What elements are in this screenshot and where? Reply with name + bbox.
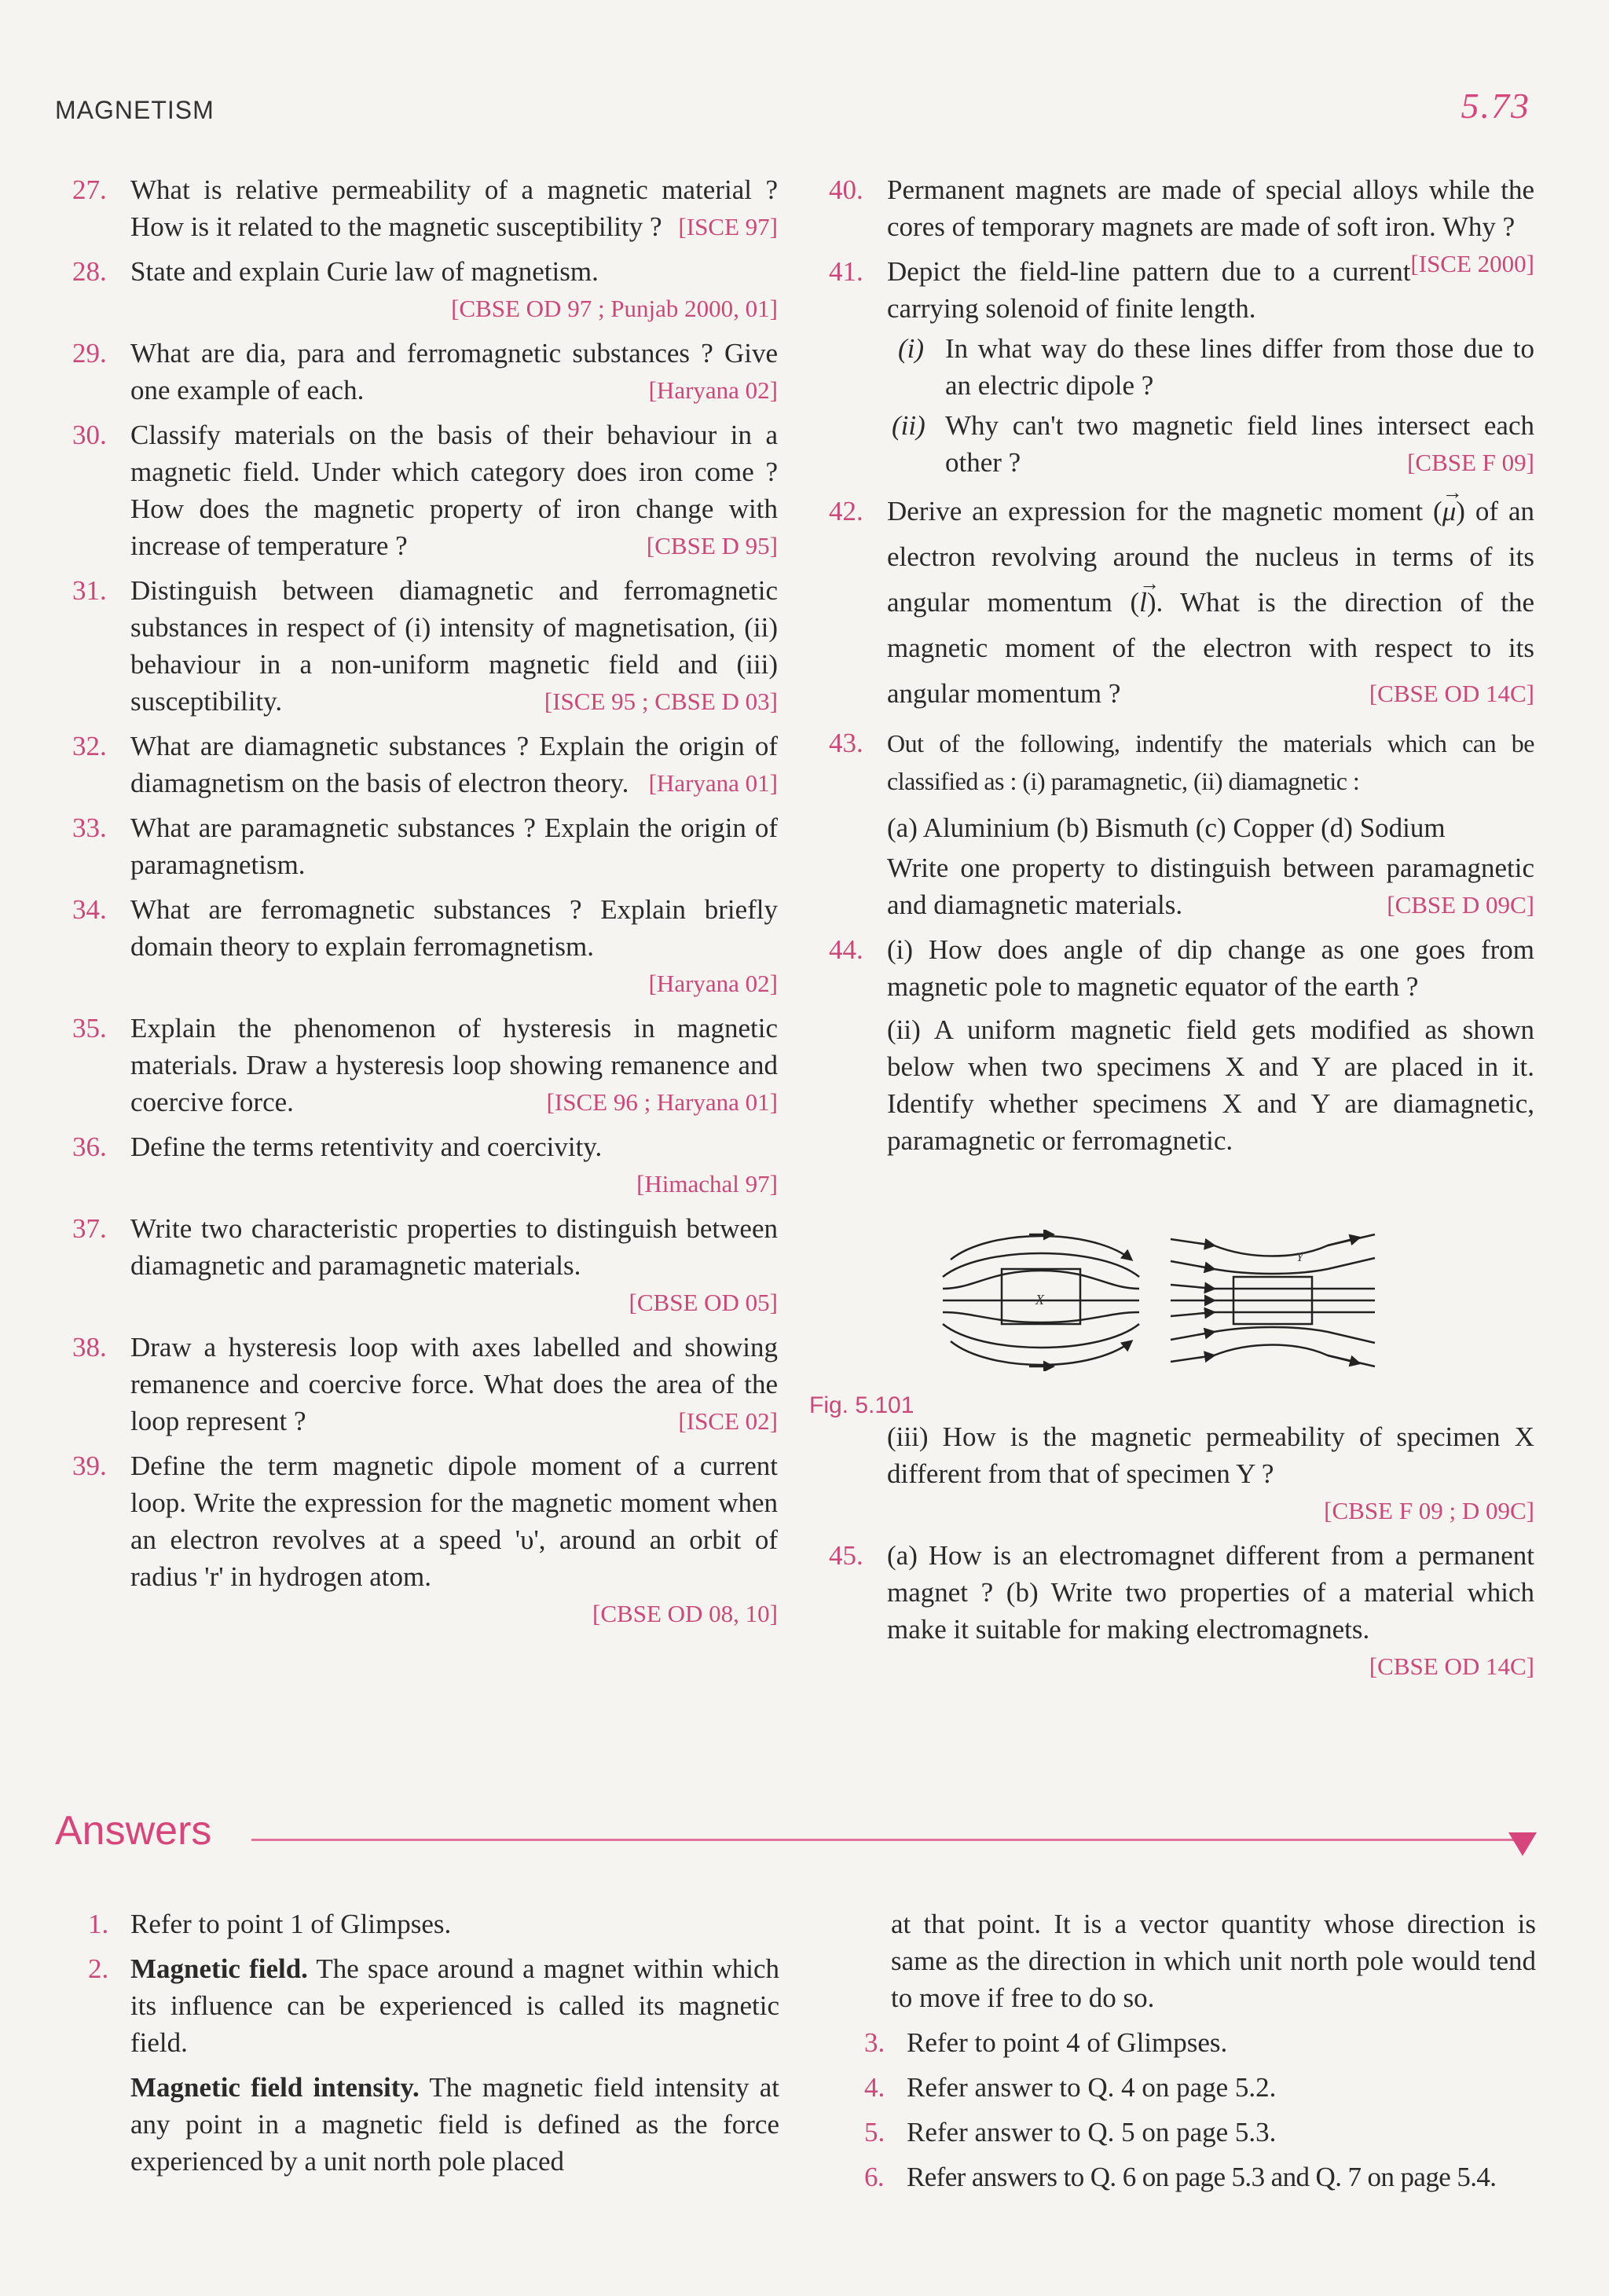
question-source: [CBSE OD 05] [629, 1289, 778, 1316]
question-number: 28. [72, 256, 107, 287]
question-number: 32. [72, 731, 107, 761]
question-source: [CBSE OD 08, 10] [592, 1600, 778, 1627]
answer-number: 1. [88, 1909, 109, 1939]
question-number: 36. [72, 1131, 107, 1162]
question-text: Derive an expression for the magnetic moment ( [887, 496, 1442, 526]
question-39 [72, 1447, 778, 1632]
answer-text: Refer answers to Q. 6 on page 5.3 and Q. 7 on page 5.4. [907, 2162, 1497, 2192]
question-number: 40. [829, 174, 863, 205]
question-source: [Himachal 97] [636, 1170, 778, 1198]
mu-vector: → μ [1442, 489, 1457, 534]
field-lines-figure [935, 1230, 1422, 1371]
question-number: 41. [829, 256, 863, 287]
answers-divider [251, 1839, 1516, 1841]
question-text: What are dia, para and ferromagnetic substances ? Give one example of each. [130, 338, 778, 405]
question-source: [CBSE OD 97 ; Punjab 2000, 01] [451, 295, 778, 322]
figure-caption: Fig. 5.101 [809, 1392, 914, 1418]
question-source: [ISCE 95 ; CBSE D 03] [544, 688, 778, 715]
answer-number: 5. [864, 2117, 885, 2147]
question-text: Draw a hysteresis loop with axes labelled and showing remanence and coercive force. What does the area of the loop represent ? [130, 1332, 778, 1436]
answer-number: 6. [864, 2162, 885, 2192]
question-source: [Haryana 02] [648, 376, 778, 404]
question-text: Permanent magnets are made of special alloys while the cores of temporary magnets are made of soft iron. Why ? [887, 174, 1534, 242]
question-part-iii: (iii) How is the magnetic permeability of specimen X different from that of specimen Y ? [887, 1421, 1534, 1489]
question-text: State and explain Curie law of magnetism. [130, 256, 599, 287]
question-text: ) of an electron revolving around the nucleus in terms of its angular momentum ( [887, 496, 1534, 618]
answer-5 [848, 2114, 1536, 2151]
answer-2 [72, 1950, 779, 2061]
question-text: What are diamagnetic substances ? Explain the origin of diamagnetism on the basis of electron theory. [130, 731, 778, 798]
question-28 [72, 253, 778, 327]
question-number: 29. [72, 338, 107, 369]
specimen-y [1171, 1234, 1375, 1366]
question-number: 31. [72, 575, 107, 606]
question-text: Out of the following, indentify the materials which can be classified as : (i) paramagnetic, (ii) diamagnetic : [887, 729, 1534, 795]
questions-left-column [72, 171, 778, 1640]
question-source: [ISCE 96 ; Haryana 01] [546, 1088, 778, 1116]
question-45 [829, 1537, 1534, 1680]
answer-1 [72, 1905, 779, 1942]
answer-number: 2. [88, 1953, 109, 1984]
answer-text: The magnetic field intensity at any point in a magnetic field is defined as the force experienced by a unit north pole placed [130, 2072, 780, 2177]
question-35 [72, 1010, 778, 1120]
question-38 [72, 1329, 778, 1440]
sub-text: Why can't two magnetic field lines intersect each other ? [945, 410, 1534, 478]
question-text: Define the term magnetic dipole moment of a current loop. Write the expression for the magnetic moment when an electron revolves at a speed 'υ', around an orbit of radius 'r' in hydrogen atom. [130, 1451, 778, 1592]
question-text: Explain the phenomenon of hysteresis in magnetic materials. Draw a hysteresis loop showing remanence and coercive force. [130, 1013, 778, 1117]
question-33 [72, 809, 778, 883]
question-36 [72, 1128, 778, 1202]
question-source: [CBSE F 09] [1407, 449, 1534, 476]
question-source: [CBSE F 09 ; D 09C] [1324, 1497, 1534, 1524]
question-source: [CBSE D 95] [646, 532, 778, 559]
question-number: 39. [72, 1451, 107, 1481]
materials-list: (a) Aluminium (b) Bismuth (c) Copper (d) Sodium [887, 812, 1446, 843]
answer-2-para [72, 2069, 779, 2180]
question-37 [72, 1210, 778, 1321]
sub-text: In what way do these lines differ from those due to an electric dipole ? [945, 333, 1534, 401]
question-text: Distinguish between diamagnetic and ferromagnetic substances in respect of (i) intensity of magnetisation, (ii) behaviour in a non-uniform magnetic field and (iii) susceptibility. [130, 575, 778, 717]
answer-number: 4. [864, 2072, 885, 2103]
sub-number: (ii) [892, 410, 925, 441]
question-text: What are paramagnetic substances ? Explain the origin of paramagnetism. [130, 812, 778, 880]
question-41 [829, 253, 1534, 481]
question-text: Classify materials on the basis of their behaviour in a magnetic field. Under which category does iron come ? How does the magnetic property of iron change with increase of temperature ? [130, 420, 778, 561]
sub-number: (i) [898, 333, 925, 364]
term-magnetic-field: Magnetic field. [130, 1953, 308, 1984]
sub-question-ii [829, 407, 1534, 481]
answer-text: The space around a magnet within which its influence can be experienced is called its magnetic field. [130, 1953, 779, 2058]
question-source: [ISCE 02] [678, 1407, 778, 1435]
l-vector: → l [1139, 580, 1147, 625]
question-text: What are ferromagnetic substances ? Explain briefly domain theory to explain ferromagnetism. [130, 894, 778, 962]
question-text: What is relative permeability of a magnetic material ? How is it related to the magnetic susceptibility ? [130, 174, 778, 242]
answer-2-continued: at that point. It is a vector quantity whose direction is same as the direction in which unit north pole would tend to move if free to do so. [891, 1909, 1536, 2013]
answer-6 [848, 2158, 1536, 2195]
question-29 [72, 335, 778, 409]
answer-text: Refer answer to Q. 4 on page 5.2. [907, 2072, 1277, 2103]
question-source: [Haryana 01] [648, 769, 778, 797]
answer-3 [848, 2024, 1536, 2061]
question-42 [829, 489, 1534, 717]
specimen-x-label: X [1035, 1292, 1044, 1308]
question-source: [CBSE OD 14C] [1369, 680, 1534, 707]
term-magnetic-field-intensity: Magnetic field intensity. [130, 2072, 420, 2103]
answer-text: Refer to point 4 of Glimpses. [907, 2027, 1228, 2058]
question-number: 33. [72, 812, 107, 843]
question-number: 30. [72, 420, 107, 450]
question-part-i: (i) How does angle of dip change as one goes from magnetic pole to magnetic equator of the earth ? [887, 934, 1534, 1002]
question-30 [72, 416, 778, 564]
question-number: 35. [72, 1013, 107, 1043]
question-part-ii: (ii) A uniform magnetic field gets modified as shown below when two specimens X and Y are placed in it. Identify whether specimens X and Y are diamagnetic, paramagnetic or ferromagnetic. [887, 1014, 1534, 1156]
question-source: [Haryana 02] [648, 970, 778, 997]
question-text: Write one property to distinguish between paramagnetic and diamagnetic materials. [887, 853, 1534, 920]
question-34 [72, 891, 778, 1002]
question-number: 27. [72, 174, 107, 205]
question-31 [72, 572, 778, 720]
question-number: 42. [829, 496, 863, 526]
answers-heading: Answers [55, 1808, 212, 1854]
answers-right-column [848, 1905, 1536, 2203]
answer-text: Refer to point 1 of Glimpses. [130, 1909, 452, 1939]
answer-text: Refer answer to Q. 5 on page 5.3. [907, 2117, 1277, 2147]
answers-left-column [72, 1905, 779, 2188]
question-43 [829, 724, 1534, 923]
question-number: 44. [829, 934, 863, 965]
sub-question-i [829, 330, 1534, 404]
question-source: [CBSE OD 14C] [1369, 1652, 1534, 1680]
question-text: Define the terms retentivity and coercivity. [130, 1131, 603, 1162]
answer-4 [848, 2069, 1536, 2106]
questions-right-column [829, 171, 1534, 1685]
answers-divider-arrow [1508, 1832, 1537, 1856]
question-text: Depict the field-line pattern due to a current carrying solenoid of finite length. [887, 256, 1411, 324]
question-number: 37. [72, 1213, 107, 1244]
question-text: Write two characteristic properties to distinguish between diamagnetic and paramagnetic materials. [130, 1213, 778, 1281]
question-number: 38. [72, 1332, 107, 1363]
chapter-header: MAGNETISM [55, 96, 214, 124]
specimen-y-label: Y [1296, 1251, 1303, 1264]
question-32 [72, 728, 778, 801]
question-27 [72, 171, 778, 245]
question-number: 45. [829, 1540, 863, 1571]
page-number: 5.73 [1461, 86, 1530, 126]
question-source: [CBSE D 09C] [1387, 891, 1534, 919]
question-source: [ISCE 2000] [1410, 250, 1534, 277]
question-source: [ISCE 97] [678, 213, 778, 240]
question-number: 43. [829, 728, 863, 758]
question-number: 34. [72, 894, 107, 925]
question-text: (a) How is an electromagnet different from a permanent magnet ? (b) Write two properties of a material which make it suitable for making electromagnets. [887, 1540, 1534, 1645]
answer-number: 3. [864, 2027, 885, 2058]
question-text: ). What is the direction of the magnetic moment of the electron with respect to its angular momentum ? [887, 587, 1534, 709]
